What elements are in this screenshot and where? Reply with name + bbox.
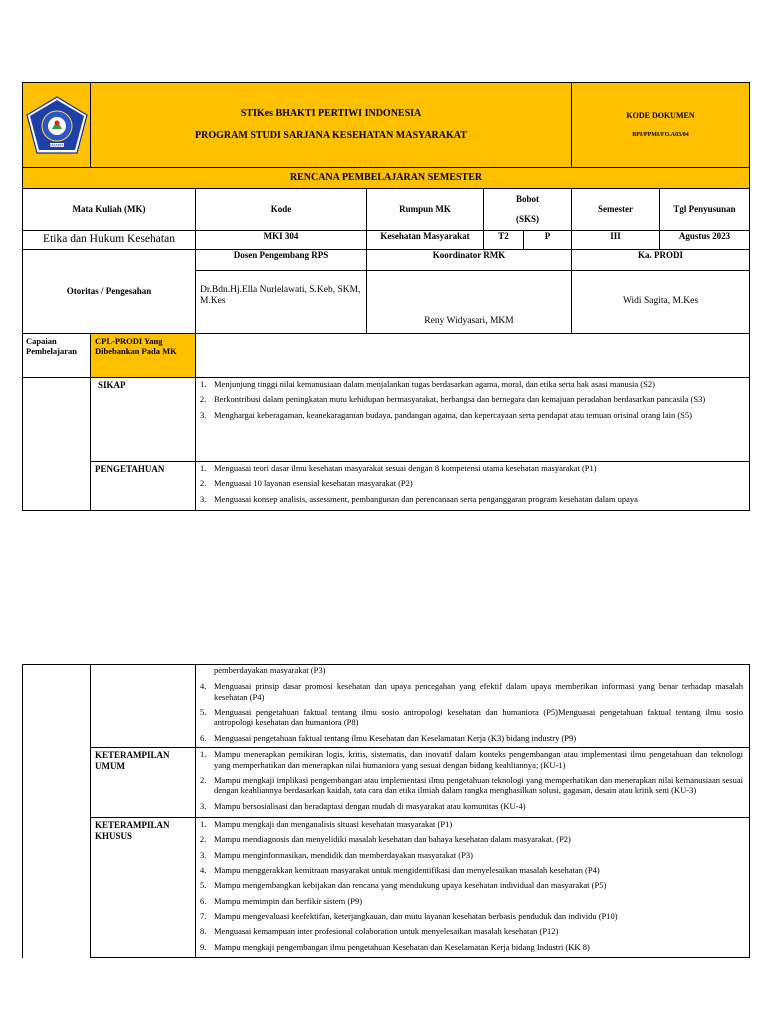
dosen-header: Dosen Pengembang RPS (196, 250, 367, 271)
pengetahuan-label-cont (91, 665, 196, 748)
header-rumpun: Rumpun MK (367, 189, 484, 231)
list-item: 2. Mampu mendiagnosis dan menyelidiki masalah kesehatan dan bahaya kesehatan dalam masyarakat. (P2) (200, 834, 571, 845)
koordinator-header: Koordinator RMK (367, 250, 572, 271)
pengetahuan-content-cont (196, 665, 750, 748)
header-bobot (484, 189, 572, 231)
list-item: 1. Mampu mengkaji dan menganalisis situasi kesehatan masyarakat (P1) (200, 818, 453, 829)
list-item: 4. Menguasai prinsip dasar promosi kesehatan dan upaya pencegahan yang efektif dalam upaya memberikan informasi yang benar terhadap masalah kesehatan (P4) (200, 681, 743, 702)
bobot-label: Bobot (515, 194, 539, 205)
capaian-label: Capaian Pembelajaran (23, 334, 91, 378)
header-tgl: Tgl Penyusunan (660, 189, 750, 231)
doc-code-cell (572, 83, 750, 168)
value-mata-kuliah: Etika dan Hukum Kesehatan (23, 231, 196, 250)
header-mata-kuliah: Mata Kuliah (MK) (23, 189, 196, 231)
list-item: 3. Mampu menginformasikan, mendidik dan memberdayakan masyarakat (P3) (200, 849, 473, 860)
pengetahuan-content (196, 462, 750, 511)
keterampilan-umum-content (196, 748, 750, 818)
list-item: 8. Menguasai kemampuan inter profesional colaboration untuk menyelesaikan masalah kesehatan (P12) (200, 926, 559, 937)
logo-cell (23, 83, 91, 168)
list-item: 9. Mampu mengkaji pengembangan ilmu pengetahuan Kesehatan dan Keselamatan Kerja bidang Industri (KK 8) (200, 941, 590, 952)
sikap-label: SIKAP (91, 378, 196, 462)
program-name: PROGRAM STUDI SARJANA KESEHATAN MASYARAKAT (195, 130, 467, 141)
logo-text: JAKARTA (49, 143, 64, 148)
list-item: 3. Menghargai keberagaman, keanekaragaman budaya, pandangan agama, dan kepercayaan serta pendapat atau temuan orisinal orang lain (S5) (200, 409, 692, 420)
list-item: 4. Mampu menggerakkan kemitraan masyarakat untuk mengidentifikasi dan menyelesaikan masalah kesehatan (P4) (200, 865, 600, 876)
dosen-name: Dr.Bdn.Hj.Ella Nurlelawati, S.Keb, SKM, M.Kes (196, 271, 367, 334)
institution-header (91, 83, 572, 168)
list-item: 1. Mampu menerapkan pemikiran logis, kritis, sistematis, dan inovatif dalam konteks pengembangan atau implementasi ilmu pengetahuan dan teknologi yang memperhatikan dan menerapkan nilai humaniora yang sesuai dengan bidang keahliannya; (KU-1) (200, 749, 743, 770)
list-item: 3. Menguasai konsep analisis, assessment, pembangunan dan perencanaan serta penganggaran program kesehatan dalam upaya (200, 493, 638, 504)
kaprodi-header: Ka. PRODI (572, 250, 750, 271)
keterampilan-khusus-list (196, 819, 749, 952)
koordinator-name: Reny Widyasari, MKM (367, 271, 572, 334)
value-t: T2 (484, 231, 524, 250)
rps-title: RENCANA PEMBELAJARAN SEMESTER (23, 168, 750, 189)
list-item: 2. Mampu mengkaji implikasi pengembangan atau implementasi ilmu pengetahuan teknologi yang memperhatikan dan menerapkan nilai kemanusiaan sesuai dengan keahliannya berdasarkan kaidah, tata cara dan etika ilmiah dalam rangka menghasilkan solusi, gagasan, desain atau kritik seni (KU-3) (200, 774, 743, 796)
value-tgl: Agustus 2023 (660, 231, 750, 250)
capaian-spacer-2 (23, 665, 91, 958)
list-item: 6. Mampu memimpin dan berfikir sistem (P9) (200, 895, 363, 906)
cpl-content (196, 334, 750, 378)
keterampilan-umum-list (196, 749, 749, 811)
keterampilan-khusus-content (196, 817, 750, 957)
institution-name: STIKes BHAKTI PERTIWI INDONESIA (240, 108, 422, 119)
sikap-content (196, 378, 750, 462)
value-kode: MKI 304 (196, 231, 367, 250)
list-item: 2. Berkontribusi dalam peningkatan mutu kehidupan bermasyarakat, berbangsa dan bernegara dan kemajuan peradaban berdasarkan pancasila (S3) (200, 394, 706, 405)
rps-header-table (22, 82, 750, 511)
institution-logo (26, 96, 88, 154)
list-item: 5. Mampu mengembangkan kebijakan dan rencana yang mendukung upaya kesehatan individual dan masyarakat (P5) (200, 880, 607, 891)
list-item: pemberdayakan masyarakat (P3) (214, 665, 326, 675)
value-semester: III (572, 231, 660, 250)
list-item: 5. Menguasai pengetahuan faktual tentang ilmu sosio antropologi kesehatan dan humaniora (P5)Menguasai pengetahuan faktual tentang ilmu sosio antropologi kesehatan dan humaniora (P8) (200, 707, 743, 728)
list-item: 2. Menguasai 10 layanan esensial kesehatan masyarakat (P2) (200, 478, 413, 489)
rps-continuation-table (22, 664, 750, 958)
otoritas-label: Otoritas / Pengesahan (23, 250, 196, 334)
value-rumpun: Kesehatan Masyarakat (367, 231, 484, 250)
cpl-label: CPL-PRODI Yang Dibebankan Pada MK (91, 334, 196, 378)
list-item: 7. Mampu mengevaluasi keefektifan, keterjangkauan, dan mutu layanan kesehatan berbasis penduduk dan individu (P10) (200, 911, 618, 922)
value-p: P (524, 231, 572, 250)
header-kode: Kode (196, 189, 367, 231)
sks-label: (SKS) (515, 214, 539, 224)
kaprodi-name: Widi Sagita, M.Kes (572, 271, 750, 334)
header-semester: Semester (572, 189, 660, 231)
capaian-spacer (23, 378, 91, 511)
list-item: 6. Menguasai pengetahuan faktual tentang ilmu Kesehatan dan Keselamatan Kerja (K3) bidang industry (P9) (200, 732, 577, 743)
pengetahuan-label: PENGETAHUAN (91, 462, 196, 511)
list-item: 3. Mampu bersosialisasi dan beradaptasi dengan mudah di masyarakat atau komunitas (KU-4) (200, 800, 526, 811)
sikap-list (196, 379, 749, 420)
pengetahuan-list-cont (196, 665, 749, 743)
doc-code-label: KODE DOKUMEN (626, 111, 695, 121)
list-item: 1. Menguasai teori dasar ilmu kesehatan masyarakat sesuai dengan 8 kompetensi utama kesehatan masyarakat (P1) (200, 463, 597, 473)
list-item: 1. Menjunjung tinggi nilai kemanusiaan dalam menjalankan tugas berdasarkan agama, moral, dan etika serta hak asasi manusia (S2) (200, 379, 655, 389)
doc-code: BPI/PPMI/FO.A03/04 (632, 131, 689, 138)
keterampilan-umum-label: KETERAMPILAN UMUM (91, 748, 196, 818)
pengetahuan-list (196, 463, 749, 504)
keterampilan-khusus-label: KETERAMPILAN KHUSUS (91, 817, 196, 957)
